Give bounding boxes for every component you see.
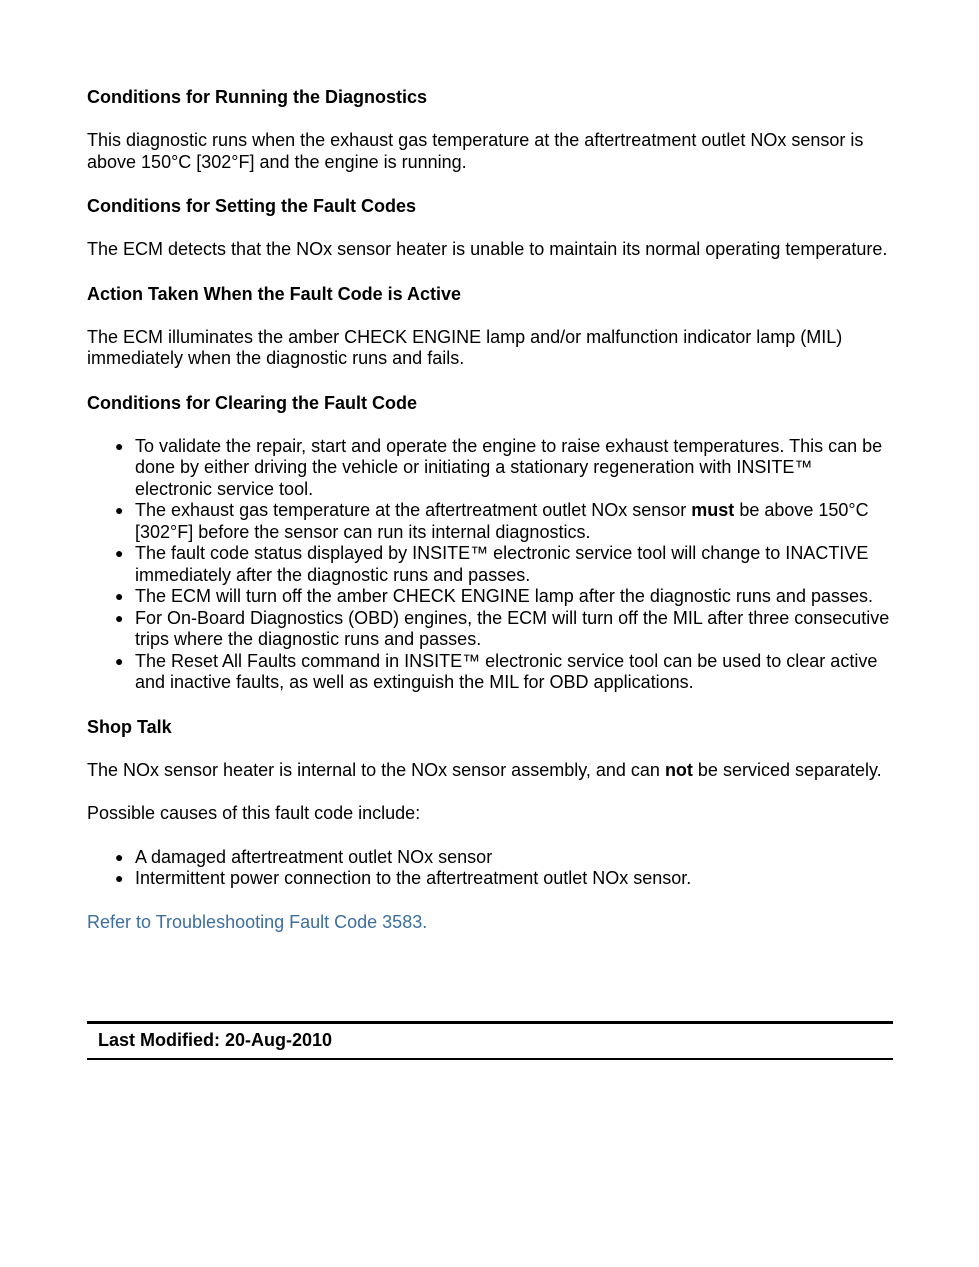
list-item	[115, 435, 893, 501]
action-taken-text: The ECM illuminates the amber CHECK ENGINE lamp and/or malfunction indicator lamp (MIL) immediately when the diagnostic runs and fails.	[87, 326, 843, 368]
shop-talk-emphasis: not	[664, 759, 693, 780]
setting-fault-codes-text: The ECM detects that the NOx sensor heater is unable to maintain its normal operating temperature.	[87, 239, 888, 259]
list-item-text: For On-Board Diagnostics (OBD) engines, the ECM will turn off the MIL after three consecutive trips where the diagnostic runs and passes.	[135, 607, 890, 649]
list-item-text: The ECM will turn off the amber CHECK ENGINE lamp after the diagnostic runs and passes.	[135, 586, 873, 606]
heading-shop-talk: Shop Talk	[87, 716, 172, 737]
shop-talk-text	[87, 760, 893, 782]
list-item	[115, 650, 893, 694]
list-item-text: Intermittent power connection to the aftertreatment outlet NOx sensor.	[135, 868, 692, 888]
clearing-conditions-list	[87, 436, 893, 694]
bullet-icon: ●	[115, 545, 124, 561]
shop-talk-text-before: The NOx sensor heater is internal to the NOx sensor assembly, and can	[87, 759, 665, 780]
list-item-text: To validate the repair, start and operate the engine to raise exhaust temperatures. This can be done by either driving the vehicle or initiating a stationary regeneration with INSITE™ electronic service tool.	[135, 435, 883, 499]
list-item-emphasis: must	[691, 500, 735, 520]
heading-clearing-fault-code: Conditions for Clearing the Fault Code	[87, 392, 417, 413]
bullet-icon: ●	[115, 502, 124, 518]
heading-action-taken: Action Taken When the Fault Code is Active	[87, 283, 462, 304]
heading-running-diagnostics: Conditions for Running the Diagnostics	[87, 87, 427, 107]
bullet-icon: ●	[115, 848, 124, 865]
list-item-text-after: be above 150°C [302°F] before the sensor can run its internal diagnostics.	[135, 500, 869, 542]
bullet-icon: ●	[115, 870, 124, 886]
list-item-text: A damaged aftertreatment outlet NOx sensor	[135, 846, 493, 867]
bullet-icon: ●	[115, 652, 124, 669]
list-item	[115, 868, 893, 890]
bullet-icon: ●	[115, 588, 124, 604]
list-item	[115, 586, 893, 608]
possible-causes-intro: Possible causes of this fault code include:	[87, 803, 421, 823]
list-item	[115, 607, 893, 651]
possible-causes-list	[87, 847, 893, 890]
list-item-text: The Reset All Faults command in INSITE™ electronic service tool can be used to clear active and inactive faults, as well as extinguish the MIL for OBD applications.	[135, 650, 878, 692]
last-modified-label: Last Modified: 20-Aug-2010	[98, 1030, 333, 1050]
heading-setting-fault-codes: Conditions for Setting the Fault Codes	[87, 196, 416, 216]
document-content	[87, 86, 893, 955]
running-diagnostics-text: This diagnostic runs when the exhaust gas temperature at the aftertreatment outlet NOx sensor is above 150°C [302°F] and the engine is running.	[87, 130, 864, 172]
list-item	[115, 846, 893, 869]
shop-talk-text-after: be serviced separately.	[692, 759, 882, 780]
list-item-text-before: The exhaust gas temperature at the aftertreatment outlet NOx sensor	[135, 500, 692, 520]
last-modified-bar	[87, 1021, 893, 1060]
troubleshooting-link[interactable]: Refer to Troubleshooting Fault Code 3583.	[87, 911, 428, 932]
list-item	[115, 500, 893, 543]
bullet-icon: ●	[115, 609, 124, 626]
bullet-icon: ●	[115, 437, 124, 454]
list-item	[115, 543, 893, 586]
list-item-text: The fault code status displayed by INSITE™ electronic service tool will change to INACTIVE immediately after the diagnostic runs and passes.	[135, 543, 869, 585]
